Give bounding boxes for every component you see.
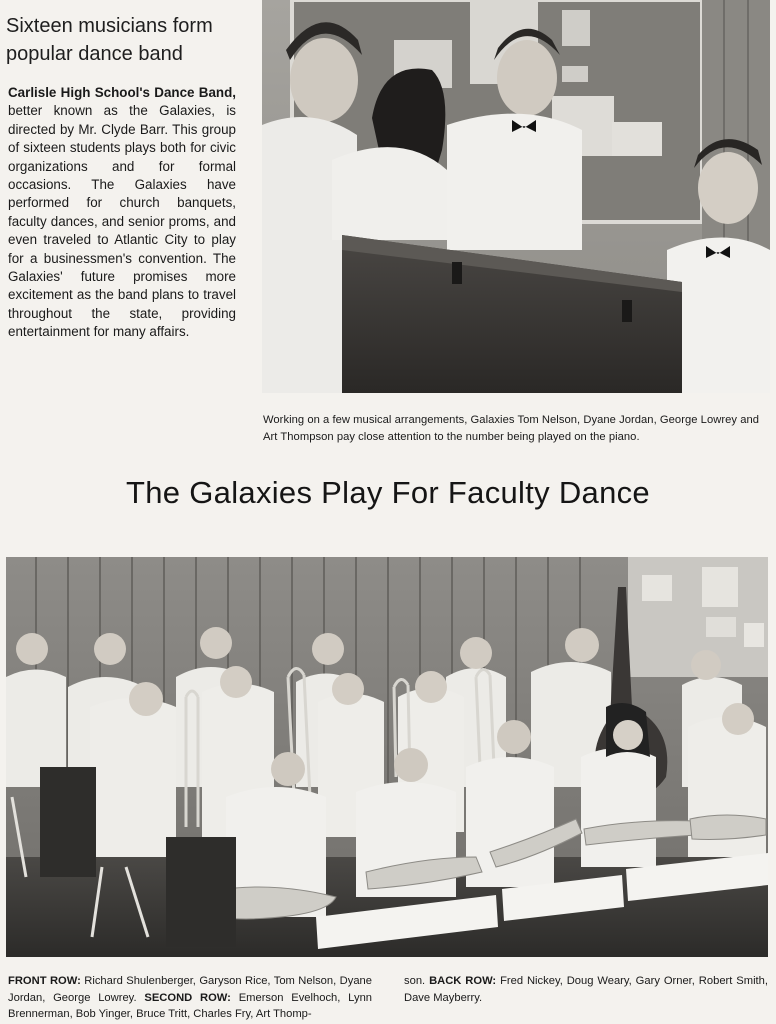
second-row-label: SECOND ROW: bbox=[144, 991, 231, 1004]
band-group-photo-illustration bbox=[6, 557, 768, 957]
article-text: better known as the Galaxies, is directed by Mr. Clyde Barr. This group of sixteen students plays both for civic organizations and for formal occasions. The Galaxies have performed for church banquets, faculty dances, and senior proms, and even traveled to Atlantic City to play for a businessmen's convention. The Galaxies' future promises more excitement as the band plans to travel throughout the state, providing entertainment for many affairs. bbox=[8, 103, 236, 340]
piano-group-photo bbox=[262, 0, 770, 393]
headline-line-2: popular dance band bbox=[6, 43, 183, 65]
back-row-names: Fred Nickey, Doug Weary, Gary Orner, Robert Smith, Dave Mayberry. bbox=[404, 975, 768, 1004]
second-row-names: Emerson Evelhoch, Lynn Brennerman, Bob Yinger, Bruce Tritt, Charles Fry, Art Thomp- bbox=[8, 991, 373, 1020]
band-caption-right bbox=[404, 973, 768, 1006]
front-row-names: Richard Shulenberger, Garyson Rice, Tom Nelson, Dyane Jordan, George Lowrey. bbox=[8, 975, 373, 1004]
article-lead: Carlisle High School's Dance Band, bbox=[8, 85, 236, 100]
second-row-names-continued: son. bbox=[404, 975, 426, 987]
article-headline bbox=[6, 12, 256, 68]
page-heading: The Galaxies Play For Faculty Dance bbox=[126, 475, 650, 510]
front-row-label: FRONT ROW: bbox=[8, 975, 81, 987]
back-row-label: BACK ROW: bbox=[429, 975, 497, 987]
band-group-photo bbox=[6, 557, 768, 957]
headline-line-1: Sixteen musicians form bbox=[6, 15, 213, 37]
top-photo-caption: Working on a few musical arrangements, Galaxies Tom Nelson, Dyane Jordan, George Lowrey and Art Thompson pay close attention to the number being played on the piano. bbox=[263, 414, 760, 443]
band-caption-left bbox=[8, 973, 372, 1023]
article-body bbox=[8, 84, 236, 342]
piano-group-photo-illustration bbox=[262, 0, 770, 393]
